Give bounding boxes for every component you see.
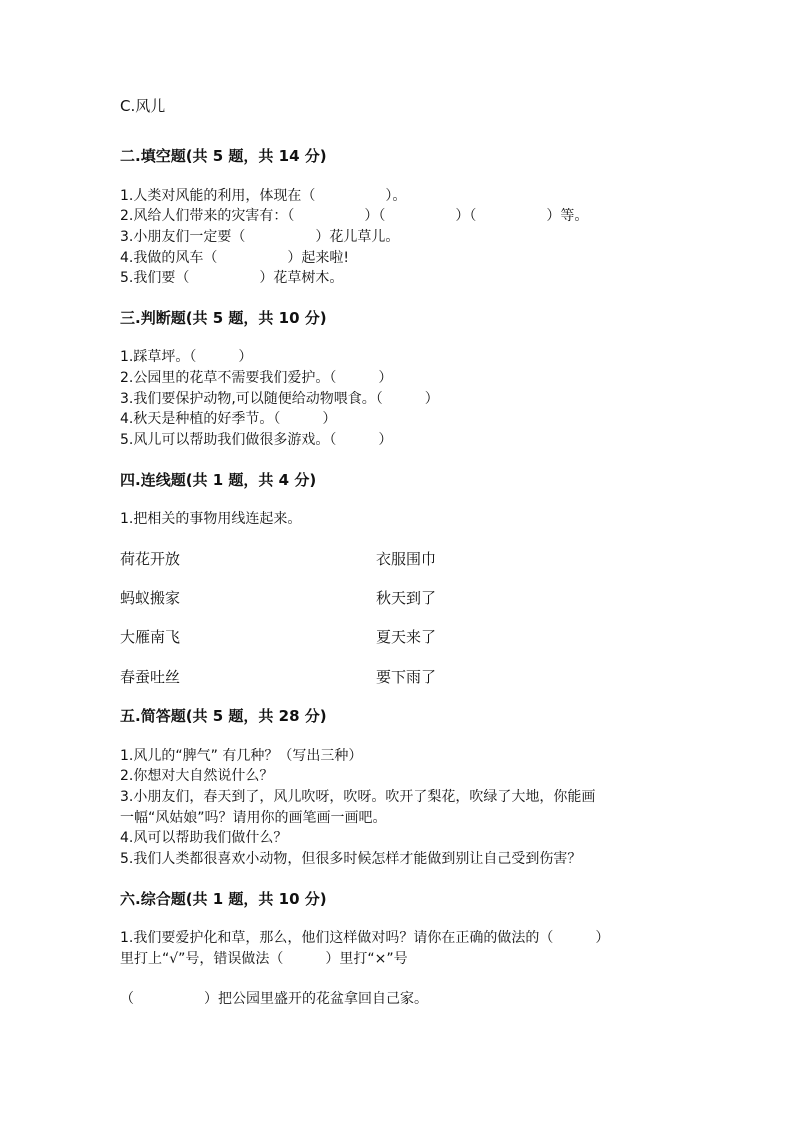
question-item: 1.踩草坪。（ ）: [120, 349, 253, 365]
matching-left-item: 大雁南飞: [120, 628, 181, 646]
question-item: 1.人类对风能的利用，体现在（ ）。: [120, 188, 407, 204]
section-heading-fill-blank: 二.填空题(共 5 题，共 14 分): [120, 147, 327, 165]
question-item: 1.风儿的“脾气” 有几种？（写出三种）: [120, 748, 363, 764]
question-item: 5.我们要（ ）花草树木。: [120, 270, 344, 286]
matching-right-item: 要下雨了: [376, 668, 437, 686]
question-item: 2.风给人们带来的灾害有：（ ）（ ）（ ）等。: [120, 208, 589, 224]
question-item: 2.你想对大自然说什么？: [120, 768, 274, 784]
question-item: 3.小朋友们一定要（ ）花儿草儿。: [120, 229, 400, 245]
matching-right-item: 秋天到了: [376, 589, 437, 607]
section-heading-short-answer: 五.简答题(共 5 题，共 28 分): [120, 707, 327, 725]
section-heading-comprehensive: 六.综合题(共 1 题，共 10 分): [120, 890, 327, 908]
question-item: 里打上“√”号，错误做法（ ）里打“×”号: [120, 951, 408, 967]
matching-right-item: 夏天来了: [376, 628, 437, 646]
question-item: 5.我们人类都很喜欢小动物，但很多时候怎样才能做到别让自己受到伤害？: [120, 851, 582, 867]
matching-right-item: 衣服围巾: [376, 550, 437, 568]
question-item: 3.我们要保护动物,可以随便给动物喂食。（ ）: [120, 391, 439, 407]
question-item: 2.公园里的花草不需要我们爱护。（ ）: [120, 370, 393, 386]
question-item: 一幅“风姑娘”吗？请用你的画笔画一画吧。: [120, 810, 387, 826]
matching-left-item: 荷花开放: [120, 550, 181, 568]
question-item: 5.风儿可以帮助我们做很多游戏。（ ）: [120, 432, 393, 448]
question-item: 4.秋天是种植的好季节。（ ）: [120, 411, 337, 427]
option-c: C.风儿: [120, 97, 166, 115]
question-item: 3.小朋友们，春天到了，风儿吹呀，吹呀。吹开了梨花，吹绿了大地，你能画: [120, 789, 596, 805]
section-heading-matching: 四.连线题(共 1 题，共 4 分): [120, 471, 317, 489]
question-item: 1.把相关的事物用线连起来。: [120, 511, 302, 527]
question-item: 4.风可以帮助我们做什么？: [120, 830, 288, 846]
question-item: 4.我做的风车（ ）起来啦!: [120, 250, 349, 266]
judgement-option: （ ）把公园里盛开的花盆拿回自己家。: [120, 991, 428, 1007]
matching-left-item: 蚂蚁搬家: [120, 589, 181, 607]
section-heading-true-false: 三.判断题(共 5 题，共 10 分): [120, 309, 327, 327]
question-item: 1.我们要爱护化和草，那么，他们这样做对吗？请你在正确的做法的（ ）: [120, 930, 610, 946]
matching-left-item: 春蚕吐丝: [120, 668, 181, 686]
